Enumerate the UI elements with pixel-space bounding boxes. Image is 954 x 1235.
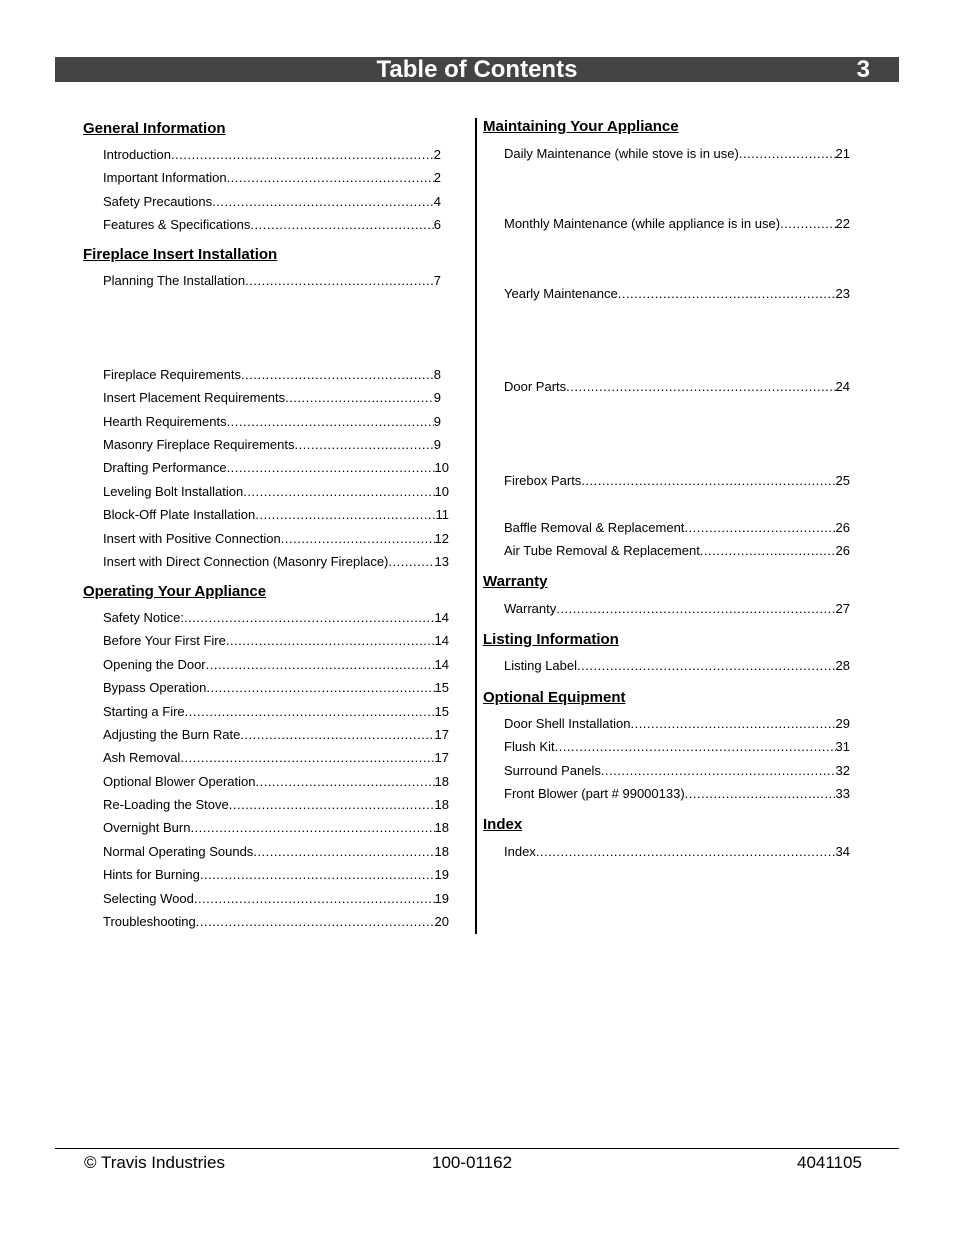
toc-entry[interactable] <box>103 797 449 813</box>
toc-leader <box>227 414 434 430</box>
toc-entry-label: Troubleshooting <box>103 914 196 929</box>
toc-entry-label: Monthly Maintenance (while appliance is in use) <box>504 216 781 231</box>
toc-entry[interactable] <box>103 750 449 766</box>
toc-entry-label: Hints for Burning <box>103 867 200 882</box>
toc-entry-page: 24 <box>835 379 850 394</box>
toc-leader <box>241 367 434 383</box>
toc-entry[interactable] <box>103 704 449 720</box>
toc-entry-page: 22 <box>835 216 850 231</box>
toc-entry-page: 9 <box>433 390 441 405</box>
toc-leader <box>206 657 435 673</box>
toc-leader <box>685 786 836 802</box>
toc-entry-label: Important Information <box>103 170 227 185</box>
toc-entry-page: 9 <box>433 414 441 429</box>
toc-entry-label: Daily Maintenance (while stove is in use) <box>504 146 739 161</box>
toc-entry-label: Leveling Bolt Installation <box>103 484 244 499</box>
toc-leader <box>581 473 835 489</box>
toc-entry-page: 31 <box>835 739 850 754</box>
toc-entry-page: 29 <box>835 716 850 731</box>
toc-entry[interactable] <box>103 914 449 930</box>
toc-entry[interactable] <box>103 390 441 406</box>
page-title: Table of Contents <box>376 56 578 83</box>
toc-leader <box>206 680 434 696</box>
toc-entry-label: Bypass Operation <box>103 680 207 695</box>
toc-entry[interactable] <box>103 680 449 696</box>
toc-entry-page: 34 <box>835 844 850 859</box>
toc-entry[interactable] <box>103 844 449 860</box>
toc-entry-label: Insert Placement Requirements <box>103 390 286 405</box>
toc-leader <box>255 507 435 523</box>
toc-entry[interactable] <box>103 633 449 649</box>
toc-entry-page: 27 <box>835 601 850 616</box>
toc-leader <box>226 633 435 649</box>
toc-leader <box>281 531 435 547</box>
toc-entry-page: 18 <box>434 820 449 835</box>
toc-leader <box>212 194 434 210</box>
toc-leader <box>285 390 434 406</box>
toc-entry-label: Insert with Positive Connection <box>103 531 281 546</box>
toc-entry-label: Fireplace Requirements <box>103 367 242 382</box>
footer-copyright: © Travis Industries <box>84 1153 226 1172</box>
toc-entry-label: Adjusting the Burn Rate <box>103 727 241 742</box>
toc-entry[interactable] <box>103 554 449 570</box>
toc-entry-page: 2 <box>433 147 441 162</box>
toc-leader <box>184 610 435 626</box>
toc-entry-label: Safety Precautions <box>103 194 213 209</box>
toc-leader <box>243 484 434 500</box>
toc-entry-page: 20 <box>434 914 449 929</box>
toc-entry-page: 8 <box>433 367 441 382</box>
toc-entry-label: Listing Label <box>504 658 577 673</box>
header-bar <box>55 57 899 82</box>
toc-entry[interactable] <box>103 367 441 383</box>
toc-entry-label: Block-Off Plate Installation <box>103 507 256 522</box>
section-maintaining-your-appliance[interactable]: Maintaining Your Appliance <box>483 118 679 135</box>
toc-leader <box>556 601 835 617</box>
toc-leader <box>180 750 434 766</box>
footer-divider <box>55 1148 899 1149</box>
toc-entry-label: Ash Removal <box>103 750 181 765</box>
toc-leader <box>253 844 434 860</box>
toc-entry-label: Starting a Fire <box>103 704 185 719</box>
toc-entry-page: 17 <box>434 727 449 742</box>
toc-entry-page: 14 <box>434 657 449 672</box>
toc-entry-label: Introduction <box>103 147 171 162</box>
toc-entry-page: 26 <box>835 543 850 558</box>
toc-entry-page: 33 <box>835 786 850 801</box>
toc-entry[interactable] <box>504 601 850 617</box>
toc-entry-page: 18 <box>434 774 449 789</box>
toc-leader <box>245 273 434 289</box>
toc-leader <box>255 774 434 790</box>
toc-entry-page: 26 <box>835 520 850 535</box>
toc-entry[interactable] <box>103 774 449 790</box>
toc-leader <box>739 146 836 162</box>
toc-entry-label: Yearly Maintenance <box>504 286 618 301</box>
toc-entry-page: 15 <box>434 704 449 719</box>
toc-entry[interactable] <box>103 820 449 836</box>
section-fireplace-insert-installation[interactable]: Fireplace Insert Installation <box>83 246 278 263</box>
toc-entry-label: Selecting Wood <box>103 891 194 906</box>
toc-entry-page: 19 <box>434 891 449 906</box>
toc-entry[interactable] <box>103 217 441 233</box>
toc-entry[interactable] <box>103 194 441 210</box>
section-warranty[interactable]: Warranty <box>483 573 548 590</box>
toc-entry[interactable] <box>103 610 449 626</box>
toc-entry[interactable] <box>103 727 449 743</box>
toc-entry-page: 18 <box>434 797 449 812</box>
toc-entry[interactable] <box>504 844 850 860</box>
toc-entry[interactable] <box>103 414 441 430</box>
toc-leader <box>780 216 835 232</box>
toc-leader <box>536 844 836 860</box>
toc-entry[interactable] <box>103 170 441 186</box>
toc-entry[interactable] <box>504 520 850 536</box>
toc-entry[interactable] <box>504 739 850 755</box>
section-listing-information[interactable]: Listing Information <box>483 631 619 648</box>
toc-leader <box>566 379 835 395</box>
toc-entry[interactable] <box>504 763 850 779</box>
toc-leader <box>227 170 434 186</box>
page-number: 3 <box>856 56 870 83</box>
toc-entry[interactable] <box>103 507 449 523</box>
toc-entry[interactable] <box>103 437 441 453</box>
toc-entry[interactable] <box>103 867 449 883</box>
toc-entry-page: 25 <box>835 473 850 488</box>
toc-entry-page: 10 <box>434 460 449 475</box>
toc-entry-label: Features & Specifications <box>103 217 251 232</box>
toc-entry-page: 9 <box>433 437 441 452</box>
toc-entry[interactable] <box>504 786 850 802</box>
toc-entry[interactable] <box>103 460 449 476</box>
toc-entry-label: Drafting Performance <box>103 460 227 475</box>
toc-entry[interactable] <box>103 147 441 163</box>
toc-entry-label: Hearth Requirements <box>103 414 227 429</box>
toc-leader <box>196 914 435 930</box>
toc-leader <box>684 520 835 536</box>
toc-entry-page: 15 <box>434 680 449 695</box>
toc-entry-label: Surround Panels <box>504 763 601 778</box>
toc-leader <box>618 286 836 302</box>
toc-entry-label: Masonry Fireplace Requirements <box>103 437 295 452</box>
toc-entry-label: Insert with Direct Connection (Masonry Fireplace) <box>103 554 389 569</box>
column-divider <box>475 118 477 934</box>
toc-entry-page: 12 <box>434 531 449 546</box>
toc-entry-page: 6 <box>433 217 441 232</box>
toc-leader <box>229 797 435 813</box>
toc-entry-label: Warranty <box>504 601 557 616</box>
toc-leader <box>577 658 836 674</box>
toc-leader <box>250 217 433 233</box>
toc-entry-label: Overnight Burn <box>103 820 191 835</box>
toc-entry-page: 13 <box>434 554 449 569</box>
toc-entry[interactable] <box>504 286 850 302</box>
toc-leader <box>194 891 435 907</box>
toc-entry-label: Re-Loading the Stove <box>103 797 229 812</box>
toc-entry-page: 7 <box>433 273 441 288</box>
toc-entry-page: 4 <box>433 194 441 209</box>
section-optional-equipment[interactable]: Optional Equipment <box>483 689 626 706</box>
toc-entry-page: 10 <box>434 484 449 499</box>
toc-entry-page: 21 <box>835 146 850 161</box>
toc-entry-page: 14 <box>434 633 449 648</box>
toc-entry-page: 11 <box>435 507 449 522</box>
toc-leader <box>190 820 434 836</box>
toc-leader <box>171 147 434 163</box>
toc-leader <box>240 727 434 743</box>
footer-code: 4041105 <box>797 1153 862 1172</box>
toc-entry[interactable] <box>504 716 850 732</box>
toc-entry[interactable] <box>504 473 850 489</box>
toc-entry-page: 2 <box>433 170 441 185</box>
toc-entry-label: Door Parts <box>504 379 567 394</box>
toc-entry-label: Planning The Installation <box>103 273 246 288</box>
toc-entry[interactable] <box>504 146 850 162</box>
toc-leader <box>630 716 835 732</box>
toc-leader <box>227 460 435 476</box>
toc-leader <box>185 704 435 720</box>
toc-leader <box>601 763 836 779</box>
toc-entry-page: 23 <box>835 286 850 301</box>
toc-entry[interactable] <box>103 531 449 547</box>
toc-entry-label: Normal Operating Sounds <box>103 844 254 859</box>
toc-leader <box>294 437 433 453</box>
toc-entry-label: Before Your First Fire <box>103 633 226 648</box>
toc-entry[interactable] <box>103 273 441 289</box>
toc-entry-page: 19 <box>434 867 449 882</box>
toc-leader <box>555 739 836 755</box>
toc-entry-page: 17 <box>434 750 449 765</box>
toc-leader <box>700 543 836 559</box>
section-general-information[interactable]: General Information <box>83 120 226 137</box>
toc-entry[interactable] <box>504 543 850 559</box>
section-index[interactable]: Index <box>483 816 523 833</box>
toc-entry-label: Opening the Door <box>103 657 206 672</box>
toc-entry[interactable] <box>103 657 449 673</box>
toc-entry[interactable] <box>103 484 449 500</box>
toc-entry-label: Index <box>504 844 536 859</box>
footer-doc-number: 100-01162 <box>432 1153 513 1172</box>
toc-entry[interactable] <box>504 658 850 674</box>
toc-entry-label: Firebox Parts <box>504 473 582 488</box>
toc-entry[interactable] <box>103 891 449 907</box>
toc-leader <box>388 554 434 570</box>
toc-entry-page: 14 <box>434 610 449 625</box>
toc-entry[interactable] <box>504 216 850 232</box>
toc-entry-label: Air Tube Removal & Replacement <box>504 543 700 558</box>
toc-entry-label: Optional Blower Operation <box>103 774 256 789</box>
toc-entry-page: 18 <box>434 844 449 859</box>
toc-entry-page: 28 <box>835 658 850 673</box>
section-operating-your-appliance[interactable]: Operating Your Appliance <box>83 583 267 600</box>
toc-entry-label: Safety Notice: <box>103 610 184 625</box>
toc-leader <box>200 867 435 883</box>
toc-entry-label: Front Blower (part # 99000133) <box>504 786 685 801</box>
toc-entry[interactable] <box>504 379 850 395</box>
toc-entry-label: Door Shell Installation <box>504 716 631 731</box>
toc-entry-page: 32 <box>835 763 850 778</box>
toc-entry-label: Baffle Removal & Replacement <box>504 520 685 535</box>
toc-entry-label: Flush Kit <box>504 739 555 754</box>
